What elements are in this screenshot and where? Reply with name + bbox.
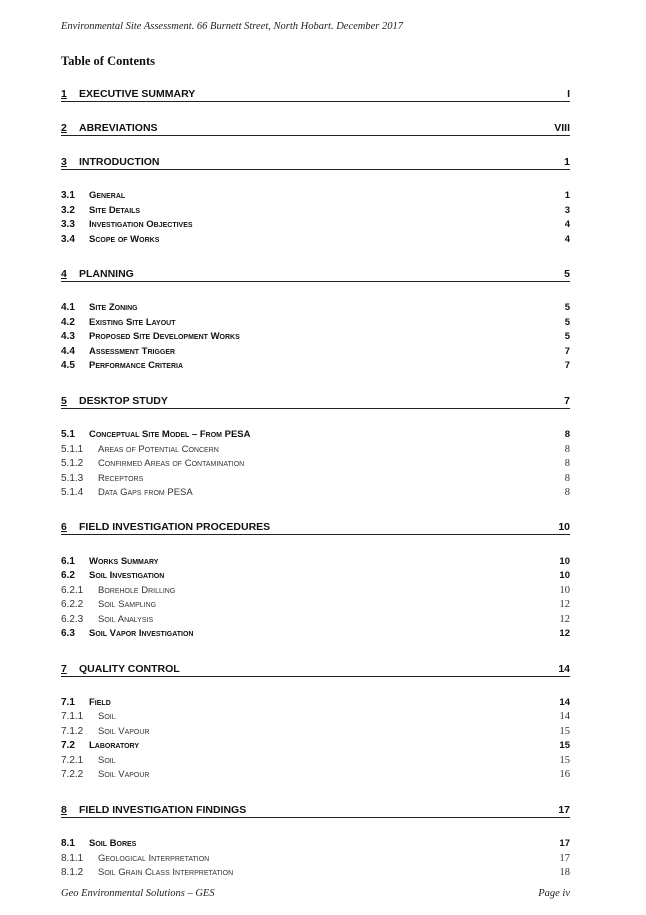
entry-page: 5 (564, 331, 570, 342)
entry-page: 5 (564, 317, 570, 328)
toc-entry-5[interactable] (61, 395, 570, 409)
entry-page: 17 (558, 804, 570, 816)
toc-entry-7-1[interactable] (61, 697, 570, 708)
entry-page: 8 (564, 487, 570, 498)
entry-page: 12 (559, 614, 570, 625)
entry-number: 5 (61, 395, 67, 407)
entry-page: 17 (559, 853, 570, 864)
entry-page: 14 (559, 697, 570, 708)
entry-number: 7.1.1 (61, 711, 84, 722)
entry-number: 6.2 (61, 570, 75, 581)
entry-label: Existing Site Layout (89, 317, 176, 328)
toc-entry-5-1-4[interactable] (61, 487, 570, 498)
entry-page: 8 (564, 429, 570, 440)
entry-label: Assessment Trigger (89, 346, 176, 357)
toc-entry-6-2[interactable] (61, 570, 570, 581)
entry-label: Soil Grain Class Interpretation (98, 867, 234, 878)
entry-page: 5 (564, 302, 570, 313)
entry-page: 15 (559, 726, 570, 737)
toc-entry-6-2-3[interactable] (61, 614, 570, 625)
entry-label: Laboratory (89, 740, 140, 751)
entry-page: VIII (554, 122, 570, 134)
entry-number: 6.3 (61, 628, 75, 639)
toc-entry-3-1[interactable] (61, 190, 570, 201)
entry-number: 7 (61, 663, 67, 675)
toc-entry-8-1[interactable] (61, 838, 570, 849)
entry-label: EXECUTIVE SUMMARY (79, 88, 196, 100)
toc-entry-7-2-1[interactable] (61, 755, 570, 766)
toc-entry-5-1-3[interactable] (61, 473, 570, 484)
toc-entry-7-2-2[interactable] (61, 769, 570, 780)
entry-page: 10 (559, 585, 570, 596)
entry-label: Soil Vapor Investigation (89, 628, 194, 639)
entry-number: 5.1.1 (61, 444, 84, 455)
entry-number: 6.2.2 (61, 599, 84, 610)
entry-label: Soil Investigation (89, 570, 165, 581)
entry-label: QUALITY CONTROL (79, 663, 180, 675)
entry-label: Proposed Site Development Works (89, 331, 240, 342)
entry-number: 8 (61, 804, 67, 816)
entry-label: Works Summary (89, 556, 159, 567)
entry-number: 3.4 (61, 234, 75, 245)
entry-label: Soil (98, 711, 116, 722)
entry-page: 10 (559, 570, 570, 581)
entry-label: Geological Interpretation (98, 853, 210, 864)
entry-number: 6.2.3 (61, 614, 84, 625)
entry-page: 1 (564, 190, 570, 201)
toc-entry-7-1-1[interactable] (61, 711, 570, 722)
entry-number: 2 (61, 122, 67, 134)
toc-entry-5-1[interactable] (61, 429, 570, 440)
toc-entry-6-3[interactable] (61, 628, 570, 639)
toc-entry-1[interactable] (61, 88, 570, 102)
footer-page-number: Page iv (538, 888, 570, 899)
entry-label: Investigation Objectives (89, 219, 193, 230)
toc-title: Table of Contents (61, 54, 155, 68)
entry-label: FIELD INVESTIGATION PROCEDURES (79, 521, 271, 533)
entry-label: Scope of Works (89, 234, 160, 245)
toc-entry-3[interactable] (61, 156, 570, 170)
entry-label: Site Zoning (89, 302, 138, 313)
entry-page: I (567, 88, 570, 100)
entry-label: DESKTOP STUDY (79, 395, 168, 407)
entry-number: 1 (61, 88, 67, 100)
entry-label: Data Gaps from PESA (98, 487, 193, 498)
entry-page: 14 (559, 711, 570, 722)
entry-label: Soil Sampling (98, 599, 157, 610)
entry-page: 18 (559, 867, 570, 878)
entry-number: 3.2 (61, 205, 75, 216)
entry-page: 12 (559, 628, 570, 639)
entry-number: 5.1.4 (61, 487, 84, 498)
entry-number: 6.2.1 (61, 585, 84, 596)
footer-company: Geo Environmental Solutions – GES (61, 888, 215, 899)
entry-page: 3 (564, 205, 570, 216)
entry-number: 7.1 (61, 697, 75, 708)
entry-page: 14 (558, 663, 570, 675)
entry-label: PLANNING (79, 268, 134, 280)
entry-label: ABREVIATIONS (79, 122, 158, 134)
entry-number: 3.3 (61, 219, 75, 230)
entry-number: 7.2.2 (61, 769, 84, 780)
entry-label: Receptors (98, 473, 144, 484)
entry-page: 7 (564, 360, 570, 371)
toc-entry-7-2[interactable] (61, 740, 570, 751)
entry-number: 6.1 (61, 556, 75, 567)
toc-entry-8[interactable] (61, 804, 570, 818)
entry-label: Conceptual Site Model – From PESA (89, 429, 251, 440)
entry-page: 4 (564, 219, 570, 230)
entry-number: 6 (61, 521, 67, 533)
running-header: Environmental Site Assessment. 66 Burnett Street, North Hobart. December 2017 (61, 21, 403, 32)
entry-number: 5.1.2 (61, 458, 84, 469)
toc-entry-4[interactable] (61, 268, 570, 282)
entry-number: 7.1.2 (61, 726, 84, 737)
entry-label: Borehole Drilling (98, 585, 176, 596)
entry-label: Soil Bores (89, 838, 137, 849)
entry-page: 15 (559, 755, 570, 766)
toc-entry-8-1-1[interactable] (61, 853, 570, 864)
entry-number: 5.1.3 (61, 473, 84, 484)
entry-number: 8.1 (61, 838, 75, 849)
entry-page: 7 (564, 346, 570, 357)
entry-page: 10 (559, 556, 570, 567)
entry-number: 8.1.1 (61, 853, 84, 864)
entry-number: 4.3 (61, 331, 75, 342)
toc-entry-3-2[interactable] (61, 205, 570, 216)
toc-entry-5-1-1[interactable] (61, 444, 570, 455)
toc-entry-6[interactable] (61, 521, 570, 535)
entry-page: 15 (559, 740, 570, 751)
entry-label: Soil Analysis (98, 614, 154, 625)
entry-number: 4.2 (61, 317, 75, 328)
entry-number: 4.4 (61, 346, 75, 357)
entry-page: 8 (564, 444, 570, 455)
toc-entry-4-4[interactable] (61, 346, 570, 357)
entry-number: 7.2 (61, 740, 75, 751)
toc-entry-4-3[interactable] (61, 331, 570, 342)
toc-entry-4-2[interactable] (61, 317, 570, 328)
entry-number: 8.1.2 (61, 867, 84, 878)
entry-number: 5.1 (61, 429, 75, 440)
toc-entry-7[interactable] (61, 663, 570, 677)
entry-label: Soil (98, 755, 116, 766)
entry-label: Soil Vapour (98, 726, 150, 737)
entry-number: 3 (61, 156, 67, 168)
entry-number: 3.1 (61, 190, 75, 201)
toc-entry-6-2-2[interactable] (61, 599, 570, 610)
entry-page: 7 (564, 395, 570, 407)
toc-entry-7-1-2[interactable] (61, 726, 570, 737)
entry-label: Areas of Potential Concern (98, 444, 219, 455)
toc-entry-6-2-1[interactable] (61, 585, 570, 596)
entry-number: 4.1 (61, 302, 75, 313)
entry-page: 16 (559, 769, 570, 780)
entry-label: Soil Vapour (98, 769, 150, 780)
entry-page: 17 (559, 838, 570, 849)
entry-page: 1 (564, 156, 570, 168)
entry-page: 12 (559, 599, 570, 610)
toc-entry-3-4[interactable] (61, 234, 570, 245)
entry-page: 8 (564, 458, 570, 469)
entry-page: 8 (564, 473, 570, 484)
toc-entry-4-1[interactable] (61, 302, 570, 313)
toc-entry-8-1-2[interactable] (61, 867, 570, 878)
entry-label: Performance Criteria (89, 360, 184, 371)
entry-label: General (89, 190, 126, 201)
toc-entry-6-1[interactable] (61, 556, 570, 567)
entry-page: 5 (564, 268, 570, 280)
entry-number: 4.5 (61, 360, 75, 371)
entry-label: INTRODUCTION (79, 156, 160, 168)
entry-label: Field (89, 697, 111, 708)
entry-label: Site Details (89, 205, 141, 216)
entry-label: FIELD INVESTIGATION FINDINGS (79, 804, 247, 816)
entry-label: Confirmed Areas of Contamination (98, 458, 245, 469)
toc-entry-2[interactable] (61, 122, 570, 136)
toc-entry-5-1-2[interactable] (61, 458, 570, 469)
entry-number: 7.2.1 (61, 755, 84, 766)
toc-entry-4-5[interactable] (61, 360, 570, 371)
toc-entry-3-3[interactable] (61, 219, 570, 230)
entry-page: 4 (564, 234, 570, 245)
entry-page: 10 (558, 521, 570, 533)
entry-number: 4 (61, 268, 67, 280)
